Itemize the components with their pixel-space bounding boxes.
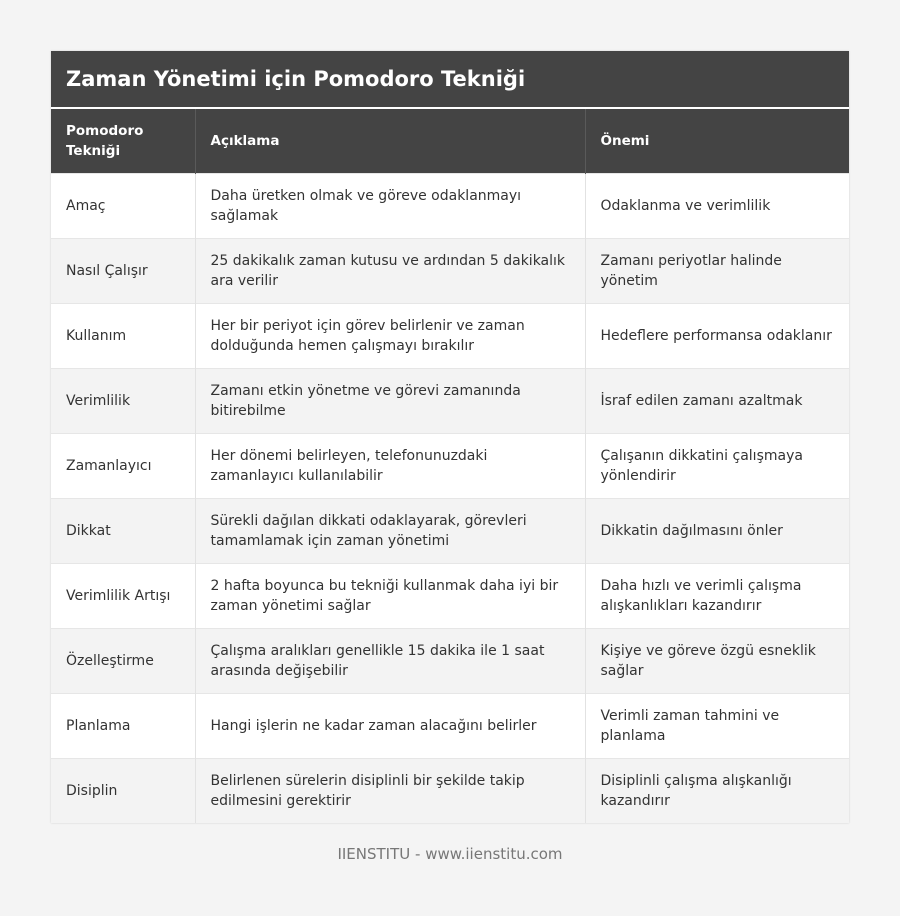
cell-description: Belirlenen sürelerin disiplinli bir şekilde takip edilmesini gerektirir <box>195 759 585 824</box>
table-row <box>51 174 849 239</box>
footer-credit: IIENSTITU - www.iienstitu.com <box>337 845 563 863</box>
cell-importance: İsraf edilen zamanı azaltmak <box>585 369 849 434</box>
cell-description: Her bir periyot için görev belirlenir ve zaman dolduğunda hemen çalışmayı bırakılır <box>195 304 585 369</box>
cell-technique: Özelleştirme <box>51 629 195 694</box>
cell-importance: Daha hızlı ve verimli çalışma alışkanlıkları kazandırır <box>585 564 849 629</box>
cell-importance: Verimli zaman tahmini ve planlama <box>585 694 849 759</box>
cell-description: Her dönemi belirleyen, telefonunuzdaki zamanlayıcı kullanılabilir <box>195 434 585 499</box>
cell-importance: Disiplinli çalışma alışkanlığı kazandırır <box>585 759 849 824</box>
cell-technique: Disiplin <box>51 759 195 824</box>
cell-description: Çalışma aralıkları genellikle 15 dakika ile 1 saat arasında değişebilir <box>195 629 585 694</box>
table-row <box>51 369 849 434</box>
cell-description: Zamanı etkin yönetme ve görevi zamanında bitirebilme <box>195 369 585 434</box>
table-row <box>51 304 849 369</box>
table-row <box>51 694 849 759</box>
cell-description: 2 hafta boyunca bu tekniği kullanmak daha iyi bir zaman yönetimi sağlar <box>195 564 585 629</box>
header-row <box>51 109 849 174</box>
cell-technique: Amaç <box>51 174 195 239</box>
cell-description: Hangi işlerin ne kadar zaman alacağını belirler <box>195 694 585 759</box>
cell-description: 25 dakikalık zaman kutusu ve ardından 5 dakikalık ara verilir <box>195 239 585 304</box>
column-header-importance: Önemi <box>585 109 849 174</box>
pomodoro-table <box>51 109 849 823</box>
cell-technique: Nasıl Çalışır <box>51 239 195 304</box>
table-title: Zaman Yönetimi için Pomodoro Tekniği <box>51 51 849 109</box>
cell-importance: Dikkatin dağılmasını önler <box>585 499 849 564</box>
cell-importance: Odaklanma ve verimlilik <box>585 174 849 239</box>
table-row <box>51 239 849 304</box>
cell-technique: Verimlilik <box>51 369 195 434</box>
table-row <box>51 434 849 499</box>
column-header-technique: Pomodoro Tekniği <box>51 109 195 174</box>
cell-description: Sürekli dağılan dikkati odaklayarak, görevleri tamamlamak için zaman yönetimi <box>195 499 585 564</box>
cell-technique: Zamanlayıcı <box>51 434 195 499</box>
table-row <box>51 499 849 564</box>
table-row <box>51 759 849 824</box>
cell-description: Daha üretken olmak ve göreve odaklanmayı sağlamak <box>195 174 585 239</box>
cell-importance: Zamanı periyotlar halinde yönetim <box>585 239 849 304</box>
cell-importance: Çalışanın dikkatini çalışmaya yönlendirir <box>585 434 849 499</box>
cell-importance: Kişiye ve göreve özgü esneklik sağlar <box>585 629 849 694</box>
cell-importance: Hedeflere performansa odaklanır <box>585 304 849 369</box>
column-header-description: Açıklama <box>195 109 585 174</box>
cell-technique: Kullanım <box>51 304 195 369</box>
table-row <box>51 564 849 629</box>
table-card <box>51 51 849 823</box>
cell-technique: Dikkat <box>51 499 195 564</box>
cell-technique: Planlama <box>51 694 195 759</box>
table-row <box>51 629 849 694</box>
cell-technique: Verimlilik Artışı <box>51 564 195 629</box>
